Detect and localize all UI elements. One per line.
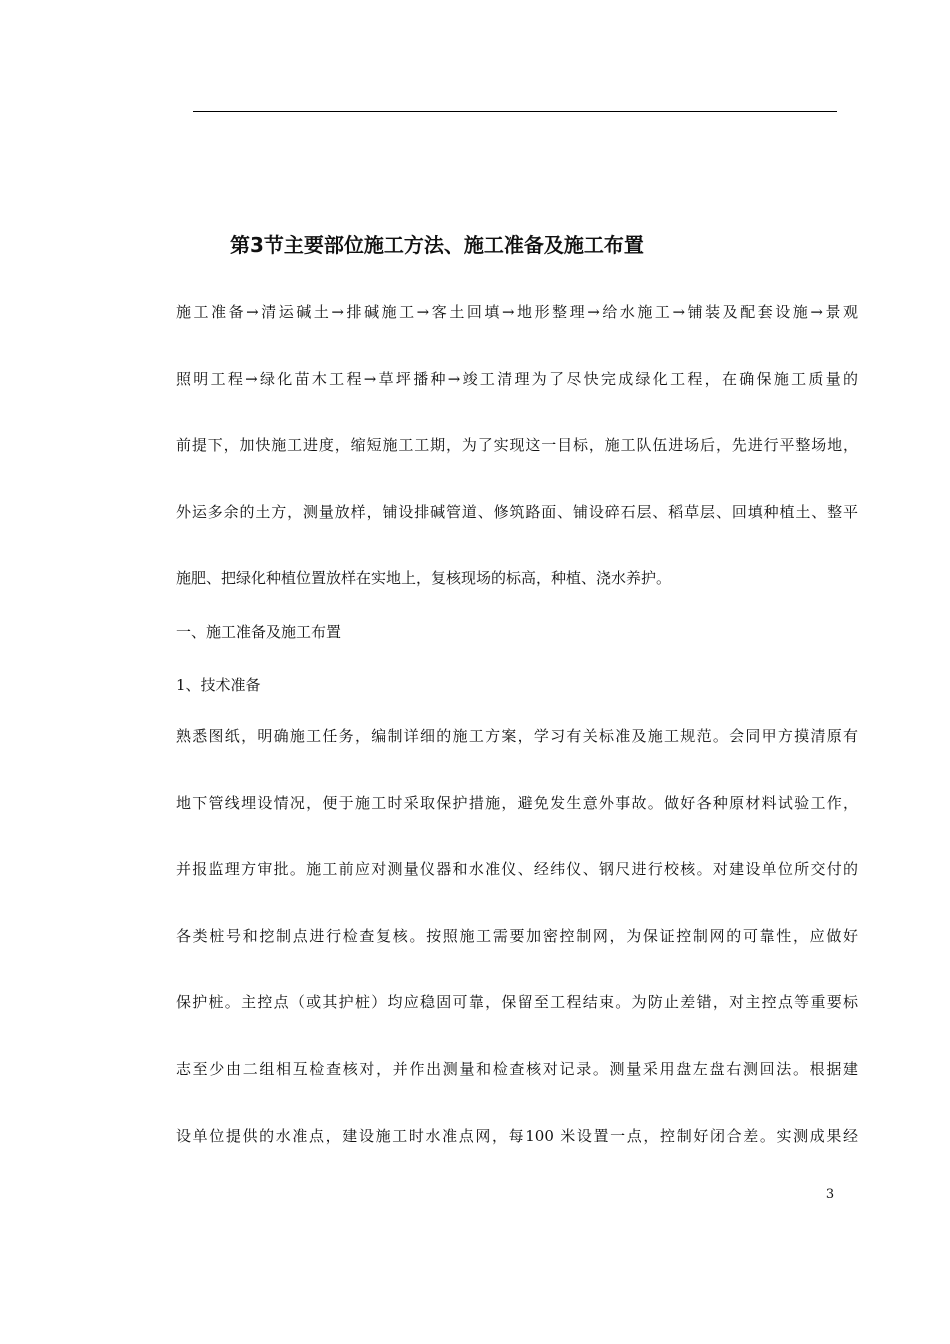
paragraph-2-line-3: 并报监理方审批。施工前应对测量仪器和水准仪、经纬仪、钢尺进行校核。对建设单位所交付的 [176,860,858,878]
subsection-heading: 1、技术准备 [176,676,261,694]
paragraph-1-line-1: 施工准备→清运碱土→排碱施工→客土回填→地形整理→给水施工→铺装及配套设施→景观 [176,303,858,321]
paragraph-2-line-7: 设单位提供的水准点，建设施工时水准点网，每100 米设置一点，控制好闭合差。实测成果经 [176,1127,858,1145]
paragraph-1-line-2: 照明工程→绿化苗木工程→草坪播种→竣工清理为了尽快完成绿化工程，在确保施工质量的 [176,370,858,388]
header-rule [193,111,837,112]
paragraph-2-line-2: 地下管线埋设情况，便于施工时采取保护措施，避免发生意外事故。做好各种原材料试验工作， [176,794,858,812]
paragraph-1-line-4: 外运多余的土方，测量放样，铺设排碱管道、修筑路面、铺设碎石层、稻草层、回填种植土、整平 [176,503,858,521]
section-heading: 一、施工准备及施工布置 [176,623,342,641]
paragraph-2-line-6: 志至少由二组相互检查核对，并作出测量和检查核对记录。测量采用盘左盘右测回法。根据建 [176,1060,858,1078]
page-title: 第3节主要部位施工方法、施工准备及施工布置 [230,233,644,257]
paragraph-2-line-4: 各类桩号和挖制点进行检查复核。按照施工需要加密控制网，为保证控制网的可靠性，应做好 [176,927,858,945]
paragraph-2-line-1: 熟悉图纸，明确施工任务，编制详细的施工方案，学习有关标准及施工规范。会同甲方摸清原有 [176,727,858,745]
paragraph-1-line-3: 前提下，加快施工进度，缩短施工工期，为了实现这一目标，施工队伍进场后，先进行平整场地， [176,436,858,454]
paragraph-2-line-5: 保护桩。主控点（或其护桩）均应稳固可靠，保留至工程结束。为防止差错，对主控点等重要标 [176,993,858,1011]
paragraph-1-line-5: 施肥、把绿化种植位置放样在实地上，复核现场的标高，种植、浇水养护。 [176,569,672,587]
page-number: 3 [825,1187,835,1202]
